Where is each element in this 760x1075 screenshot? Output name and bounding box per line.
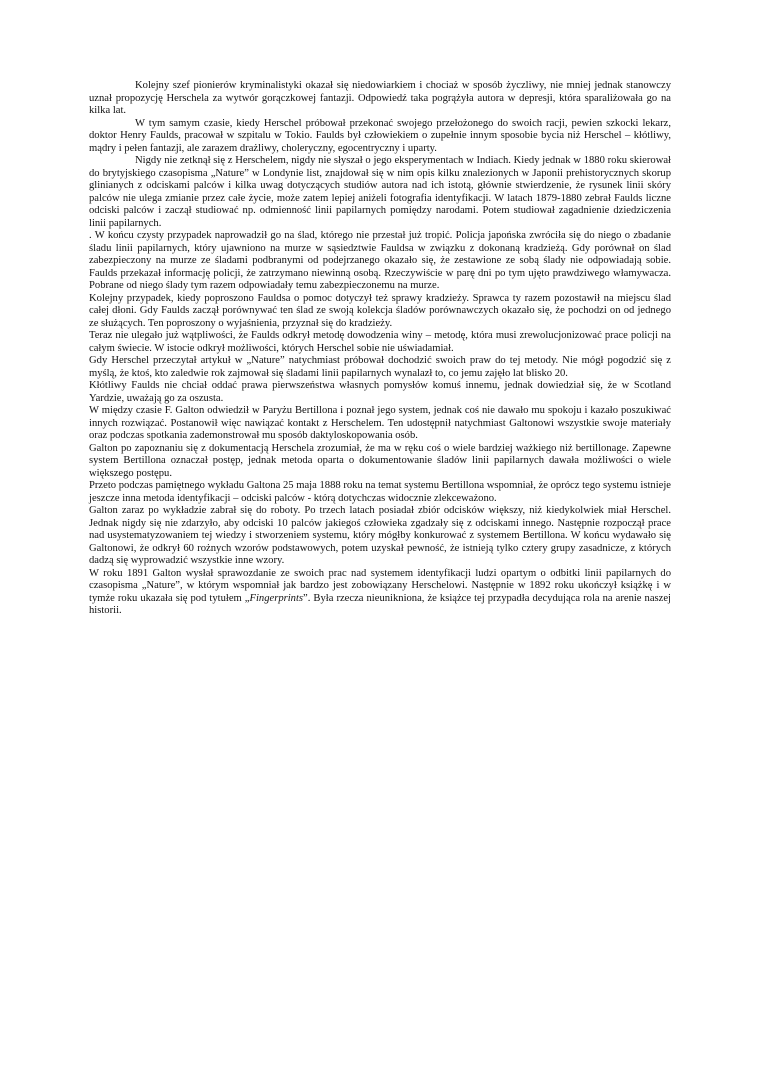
paragraph-2: W tym samym czasie, kiedy Herschel próbował przekonać swojego przełożonego do swoich racji, pewien szkocki lekarz, doktor Henry Faulds, pracował w szpitalu w Tokio. Faulds był człowiekiem o zupełnie innym sposobie bycia niż Herschel – kłótliwy, mądry i pełen fantazji, ale zarazem drażliwy, choleryczny, egocentryczny i uparty. (89, 117, 671, 154)
paragraph-8: Kłótliwy Faulds nie chciał oddać prawa pierwszeństwa własnych pomysłów komuś innemu, jednak dowiedział się, że w Scotland Yardzie, uważają go za oszusta. (89, 380, 671, 404)
paragraph-13-text-after: ”. Była rzecza nieunikniona, że książce tej przypadła decydująca rola na arenie naszej historii. (89, 592, 671, 616)
paragraph-13-text-before: W roku 1891 Galton wysłał sprawozdanie ze swoich prac nad systemem identyfikacji ludzi opartym o odbitki linii papilarnych do czasopisma „Nature”, w którym wspomniał jak bardzo jest zobowiązany Herschelowi. Następnie w 1892 roku ukończył książkę i w tymże roku ukazała się pod tytułem „ (89, 567, 671, 604)
paragraph-10: Galton po zapoznaniu się z dokumentacją Herschela zrozumiał, że ma w ręku coś o wiele bardziej ważkiego niż bertillonage. Zapewne system Bertillona oznaczał postęp, jednak metoda oparta o dokumentowanie śladów linii papilarnych dawała możliwości o wiele większego postępu. (89, 442, 671, 479)
paragraph-12: Galton zaraz po wykładzie zabrał się do roboty. Po trzech latach posiadał zbiór odcisków większy, niż kiedykolwiek miał Herschel. Jednak nigdy się nie zdarzyło, aby odciski 10 palców jakiegoś człowieka zgadzały się z odciskami innego. Następnie rozpoczął prace nad usystematyzowaniem tej wiedzy i stworzeniem systemu, który mógłby konkurować z systemem Bertillona. W końcu wydawało się Galtonowi, że odkrył 60 rożnych wzorów podstawowych, potem uzyskał pewność, że istnieją tylko cztery grupy zasadnicze, z których dadzą się wyprowadzić wszystkie inne wzory. (89, 505, 671, 566)
paragraph-3: Nigdy nie zetknął się z Herschelem, nigdy nie słyszał o jego eksperymentach w Indiach. Kiedy jednak w 1880 roku skierował do brytyjskiego czasopisma „Nature” w Londynie list, znajdował się w nim opis kilku znalezionych w Japonii prehistorycznych skorup glinianych z odciskami palców i kilka uwag dotyczących studiów autora nad ich istotą, głównie stwierdzenie, że rysunek linii skóry palców nie ulega zmianie przez całe życie, może zatem lepiej aniżeli fotografia identyfikacji. W latach 1879-1880 zebrał Faulds liczne odciski palców i zaczął studiować np. odmienność linii papilarnych pomiędzy narodami. Potem studiował zagadnienie dziedziczenia linii papilarnych. (89, 155, 671, 229)
fingerprints-title: Fingerprints (249, 592, 304, 604)
paragraph-9: W między czasie F. Galton odwiedził w Paryżu Bertillona i poznał jego system, jednak coś nie dawało mu spokoju i kazało poszukiwać innych rozwiązać. Postanowił więc nawiązać kontakt z Herschelem. Ten udostępnił natychmiast Galtonowi wszystkie swoje materiały oraz podczas spotkania zademonstrował mu sposób daktyloskopowania osób. (89, 405, 671, 441)
paragraph-13 (89, 568, 671, 618)
paragraph-1: Kolejny szef pionierów kryminalistyki okazał się niedowiarkiem i chociaż w sposób życzliwy, nie mniej jednak stanowczy uznał propozycję Herschela za wytwór gorączkowej fantazji. Odpowiedź taka pogrążyła autora w depresji, która sparaliżowała go na kilka lat. (89, 80, 671, 116)
document-page (89, 80, 671, 618)
paragraph-4: . W końcu czysty przypadek naprowadził go na ślad, którego nie przestał już tropić. Policja japońska zwróciła się do niego o zbadanie śladu linii papilarnych, który ujawniono na murze w sąsiedztwie Fauldsa w związku z dokonaną kradzieżą. Gdy porównał on ślad zabezpieczony na murze ze śladami podbranymi od podejrzanego okazało się, że zestawione ze sobą ślady nie odpowiadają sobie. Faulds przekazał informację policji, że zatrzymano niewinną osobą. Rzeczywiście w parę dni po tym ujęto prawdziwego włamywacza. Pobrane od niego ślady tym razem odpowiadały temu zabezpieczonemu na murze. (89, 230, 671, 291)
paragraph-7: Gdy Herschel przeczytał artykuł w „Nature” natychmiast próbował dochodzić swoich praw do tej metody. Nie mógł pogodzić się z myślą, że ktoś, kto zaledwie rok zajmował się śladami linii papilarnych wynalazł to, co jemu zajęło lat blisko 20. (89, 355, 671, 379)
paragraph-11: Przeto podczas pamiętnego wykładu Galtona 25 maja 1888 roku na temat systemu Bertillona wspomniał, że oprócz tego systemu istnieje jeszcze inna metoda identyfikacji – odciski palców - którą dotychczas widocznie zlekceważono. (89, 480, 671, 504)
paragraph-6: Teraz nie ulegało już wątpliwości, że Faulds odkrył metodę dowodzenia winy – metodę, która musi zrewolucjonizować prace policji na całym świecie. W istocie odkrył możliwości, których Herschel sobie nie uświadamiał. (89, 330, 671, 354)
paragraph-5: Kolejny przypadek, kiedy poproszono Fauldsa o pomoc dotyczył też sprawy kradzieży. Sprawca ty razem pozostawił na miejscu ślad całej dłoni. Gdy Faulds zaczął porównywać ten ślad ze swoją kolekcja śladów porównawczych okazało się, że pochodzi on od jednego ze służących. Ten poproszony o wyjaśnienia, przyznał się do kradzieży. (89, 292, 671, 329)
